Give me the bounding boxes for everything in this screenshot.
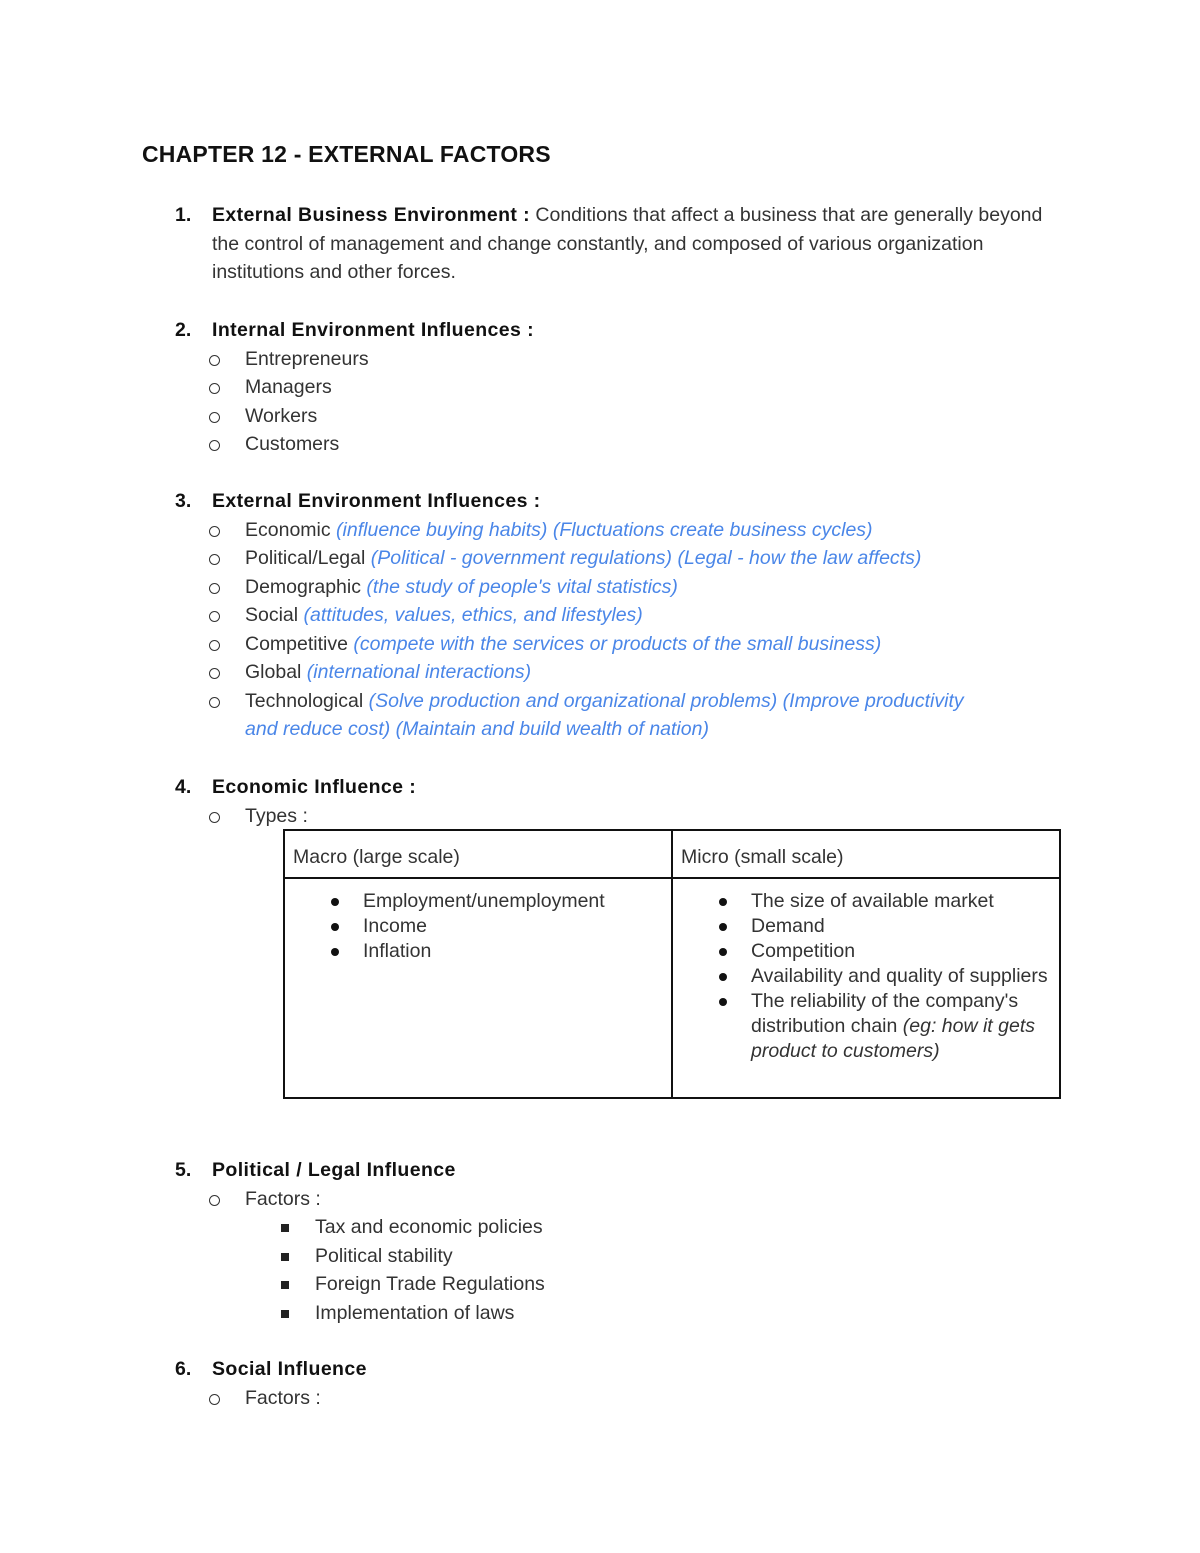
social-sub-list <box>209 1384 1055 1413</box>
hollow-bullet-icon <box>209 1394 220 1405</box>
list-item-label: Demand <box>751 915 825 937</box>
section-number: 1. <box>175 204 192 226</box>
list-item <box>209 573 1055 602</box>
hollow-bullet-icon <box>209 412 220 423</box>
section-heading: External Environment Influences : <box>212 490 541 512</box>
list-item <box>673 889 1049 914</box>
section-heading: External Business Environment : <box>212 204 530 226</box>
bullet-icon <box>719 923 727 931</box>
square-bullet-icon <box>281 1224 289 1232</box>
definition-text: Conditions that affect a business that are generally beyond the control of management and change constantly, and composed of various organization institutions and other forces. <box>212 204 1043 283</box>
bullet-icon <box>331 898 339 906</box>
section-internal-environment <box>175 316 1055 459</box>
table-header-row <box>284 830 1060 878</box>
political-sub-list <box>209 1185 1055 1328</box>
list-item <box>209 658 1055 687</box>
list-item <box>285 939 661 964</box>
hollow-bullet-icon <box>209 383 220 394</box>
hollow-bullet-icon <box>209 697 220 708</box>
list-item-label: Competition <box>751 940 856 962</box>
list-item <box>209 373 1055 402</box>
section-number: 2. <box>175 319 192 341</box>
bullet-icon <box>719 998 727 1006</box>
influence-label: Global <box>245 661 302 683</box>
section-body <box>212 773 1055 802</box>
section-body <box>212 487 1055 516</box>
bullet-icon <box>719 948 727 956</box>
influence-note: (attitudes, values, ethics, and lifestyles) <box>303 604 643 626</box>
list-item-label: The size of available market <box>751 890 994 912</box>
section-number: 5. <box>175 1159 192 1181</box>
section-heading: Internal Environment Influences : <box>212 319 535 341</box>
square-bullet-icon <box>281 1253 289 1261</box>
list-item-label: The reliability of the company's distribution chain <box>751 990 1019 1037</box>
influence-note: (international interactions) <box>306 661 532 683</box>
influence-note: (influence buying habits) (Fluctuations create business cycles) <box>336 518 873 541</box>
list-item-note: (eg: how it gets product to customers) <box>751 1015 1035 1062</box>
bullet-icon <box>719 973 727 981</box>
external-influences-list <box>209 516 1055 744</box>
list-item <box>209 345 1055 374</box>
section-heading: Political / Legal Influence <box>212 1159 456 1181</box>
internal-influences-list <box>209 345 1055 459</box>
list-item-label: Types : <box>245 804 308 827</box>
list-item <box>673 964 1049 989</box>
section-number: 3. <box>175 490 192 512</box>
influence-note: (Solve production and organizational problems) (Improve productivity and reduce cost) (Maintain and build wealth of nation) <box>245 689 964 740</box>
list-item <box>673 989 1049 1064</box>
list-item <box>285 889 661 914</box>
hollow-bullet-icon <box>209 554 220 565</box>
list-item-label: Availability and quality of suppliers <box>751 965 1048 987</box>
hollow-bullet-icon <box>209 440 220 451</box>
hollow-bullet-icon <box>209 668 220 679</box>
list-item-label: Implementation of laws <box>315 1301 515 1324</box>
influence-note: (compete with the services or products of the small business) <box>353 632 882 655</box>
section-heading: Economic Influence : <box>212 776 417 798</box>
list-item <box>209 802 1055 831</box>
list-item <box>209 601 1055 630</box>
list-item <box>209 516 1055 545</box>
political-factors-list <box>279 1213 1055 1327</box>
square-bullet-icon <box>281 1281 289 1289</box>
hollow-bullet-icon <box>209 355 220 366</box>
list-item-label: Managers <box>245 376 332 398</box>
economic-types-table <box>283 829 1061 1099</box>
bullet-icon <box>331 948 339 956</box>
list-item-label: Tax and economic policies <box>315 1216 543 1238</box>
list-item-label: Factors : <box>245 1187 321 1210</box>
list-item-label: Customers <box>245 433 340 455</box>
macro-header-cell: Macro (large scale) <box>284 830 672 878</box>
hollow-bullet-icon <box>209 611 220 622</box>
table-row <box>284 878 1060 1098</box>
list-item-label: Income <box>363 915 427 937</box>
influence-label: Economic <box>245 518 331 541</box>
influence-label: Political/Legal <box>245 547 366 569</box>
list-item <box>285 914 661 939</box>
list-item <box>209 1185 1055 1328</box>
list-item-label: Inflation <box>363 940 432 962</box>
influence-label: Social <box>245 604 299 626</box>
list-item <box>279 1242 1055 1271</box>
section-body <box>212 1156 1055 1185</box>
list-item <box>209 544 1055 573</box>
section-number: 4. <box>175 776 192 798</box>
square-bullet-icon <box>281 1310 289 1318</box>
list-item <box>279 1299 1055 1328</box>
list-item-label: Political stability <box>315 1244 453 1267</box>
list-item <box>209 630 1055 659</box>
chapter-title: CHAPTER 12 - EXTERNAL FACTORS <box>142 141 551 167</box>
micro-header-cell: Micro (small scale) <box>672 830 1060 878</box>
section-social-influence <box>175 1355 1055 1412</box>
list-item <box>209 687 1055 744</box>
section-political-legal-influence <box>175 1156 1055 1327</box>
economic-sub-list <box>209 802 1055 831</box>
influence-label: Demographic <box>245 575 361 598</box>
list-item <box>279 1270 1055 1299</box>
list-item-label: Entrepreneurs <box>245 347 369 370</box>
bullet-icon <box>719 898 727 906</box>
list-item-label: Employment/unemployment <box>363 890 605 912</box>
macro-cell <box>284 878 672 1098</box>
hollow-bullet-icon <box>209 526 220 537</box>
macro-list <box>285 889 661 964</box>
hollow-bullet-icon <box>209 583 220 594</box>
section-body <box>212 1355 1055 1384</box>
list-item <box>673 939 1049 964</box>
hollow-bullet-icon <box>209 1195 220 1206</box>
list-item-label: Foreign Trade Regulations <box>315 1273 545 1295</box>
section-number: 6. <box>175 1358 192 1380</box>
list-item-label: Workers <box>245 404 318 427</box>
list-item <box>673 914 1049 939</box>
list-item-label: Factors : <box>245 1386 321 1409</box>
list-item <box>209 430 1055 459</box>
section-economic-influence <box>175 773 1055 830</box>
micro-cell <box>672 878 1060 1098</box>
hollow-bullet-icon <box>209 812 220 823</box>
influence-note: (Political - government regulations) (Legal - how the law affects) <box>370 547 922 569</box>
influence-label: Competitive <box>245 632 348 655</box>
list-item <box>209 1384 1055 1413</box>
hollow-bullet-icon <box>209 640 220 651</box>
section-body <box>212 316 1055 345</box>
influence-note: (the study of people's vital statistics) <box>366 575 678 598</box>
section-external-environment <box>175 487 1055 744</box>
micro-list <box>673 889 1049 1064</box>
section-heading: Social Influence <box>212 1358 367 1380</box>
list-item <box>209 402 1055 431</box>
section-body <box>212 201 1055 287</box>
section-external-business-environment <box>175 201 1055 287</box>
bullet-icon <box>331 923 339 931</box>
list-item <box>279 1213 1055 1242</box>
influence-label: Technological <box>245 689 364 712</box>
